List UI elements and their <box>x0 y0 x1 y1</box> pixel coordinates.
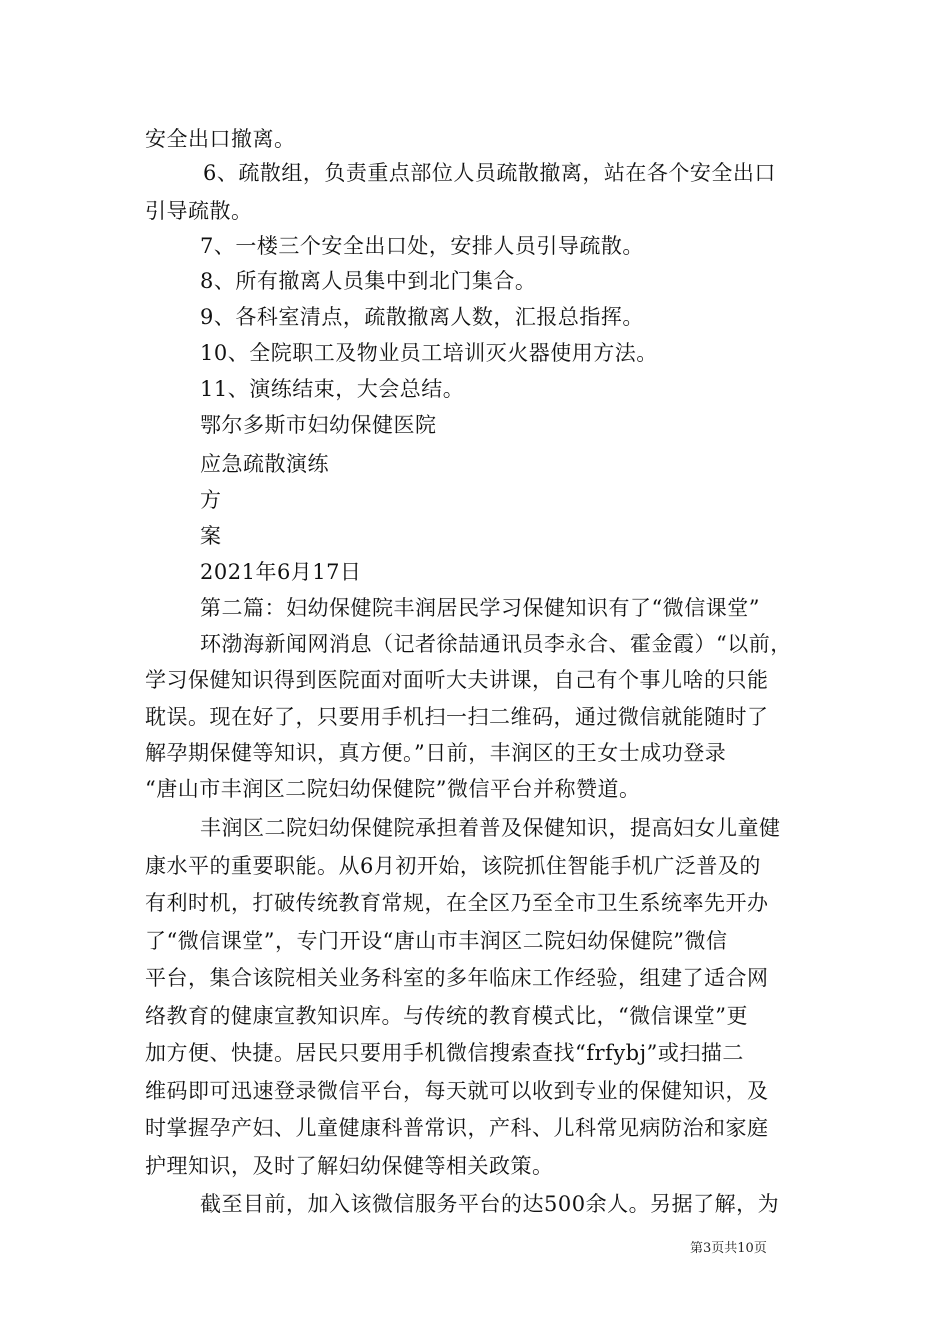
text-line: 加方便、快捷。居民只要用手机微信搜索查找“frfybj”或扫描二 <box>145 1041 744 1065</box>
text-line: 6、疏散组，负责重点部位人员疏散撤离，站在各个安全出口 <box>203 161 776 185</box>
text-line: 有利时机，打破传统教育常规，在全区乃至全市卫生系统率先开办 <box>145 891 769 915</box>
text-line: “唐山市丰润区二院妇幼保健院”微信平台并称赞道。 <box>145 777 641 801</box>
text-line: 引导疏散。 <box>145 199 253 223</box>
plan-char-1: 方 <box>200 488 222 512</box>
text-line: 丰润区二院妇幼保健院承担着普及保健知识，提高妇女儿童健 <box>200 816 781 840</box>
drill-title: 应急疏散演练 <box>200 452 329 476</box>
plan-char-2: 案 <box>200 524 222 548</box>
text-line: 截至目前，加入该微信服务平台的达500余人。另据了解，为 <box>200 1192 780 1216</box>
text-line: 9、各科室清点，疏散撤离人数，汇报总指挥。 <box>200 305 644 329</box>
hospital-name: 鄂尔多斯市妇幼保健医院 <box>200 413 437 437</box>
section-heading: 第二篇：妇幼保健院丰润居民学习保健知识有了“微信课堂” <box>200 596 760 620</box>
text-line: 耽误。现在好了，只要用手机扫一扫二维码，通过微信就能随时了 <box>145 705 769 729</box>
text-line: 安全出口撤离。 <box>145 127 296 151</box>
text-line: 维码即可迅速登录微信平台，每天就可以收到专业的保健知识，及 <box>145 1079 769 1103</box>
page-number-footer: 第3页共10页 <box>690 1241 767 1256</box>
text-line: 解孕期保健等知识，真方便。”日前，丰润区的王女士成功登录 <box>145 741 727 765</box>
text-line: 7、一楼三个安全出口处，安排人员引导疏散。 <box>200 234 644 258</box>
text-line: 康水平的重要职能。从6月初开始，该院抓住智能手机广泛普及的 <box>145 854 761 878</box>
text-line: 络教育的健康宣教知识库。与传统的教育模式比，“微信课堂”更 <box>145 1004 748 1028</box>
text-line: 8、所有撤离人员集中到北门集合。 <box>200 269 537 293</box>
text-line: 平台，集合该院相关业务科室的多年临床工作经验，组建了适合网 <box>145 966 769 990</box>
text-line: 11、演练结束，大会总结。 <box>200 377 465 401</box>
text-line: 护理知识，及时了解妇幼保健等相关政策。 <box>145 1154 554 1178</box>
text-line: 了“微信课堂”，专门开设“唐山市丰润区二院妇幼保健院”微信 <box>145 929 728 953</box>
text-line: 环渤海新闻网消息（记者徐喆通讯员李永合、霍金霞）“以前， <box>200 632 792 656</box>
text-line: 10、全院职工及物业员工培训灭火器使用方法。 <box>200 341 658 365</box>
text-line: 时掌握孕产妇、儿童健康科普常识，产科、儿科常见病防治和家庭 <box>145 1116 769 1140</box>
text-line: 学习保健知识得到医院面对面听大夫讲课，自己有个事儿啥的只能 <box>145 668 769 692</box>
document-date: 2021年6月17日 <box>200 560 362 584</box>
